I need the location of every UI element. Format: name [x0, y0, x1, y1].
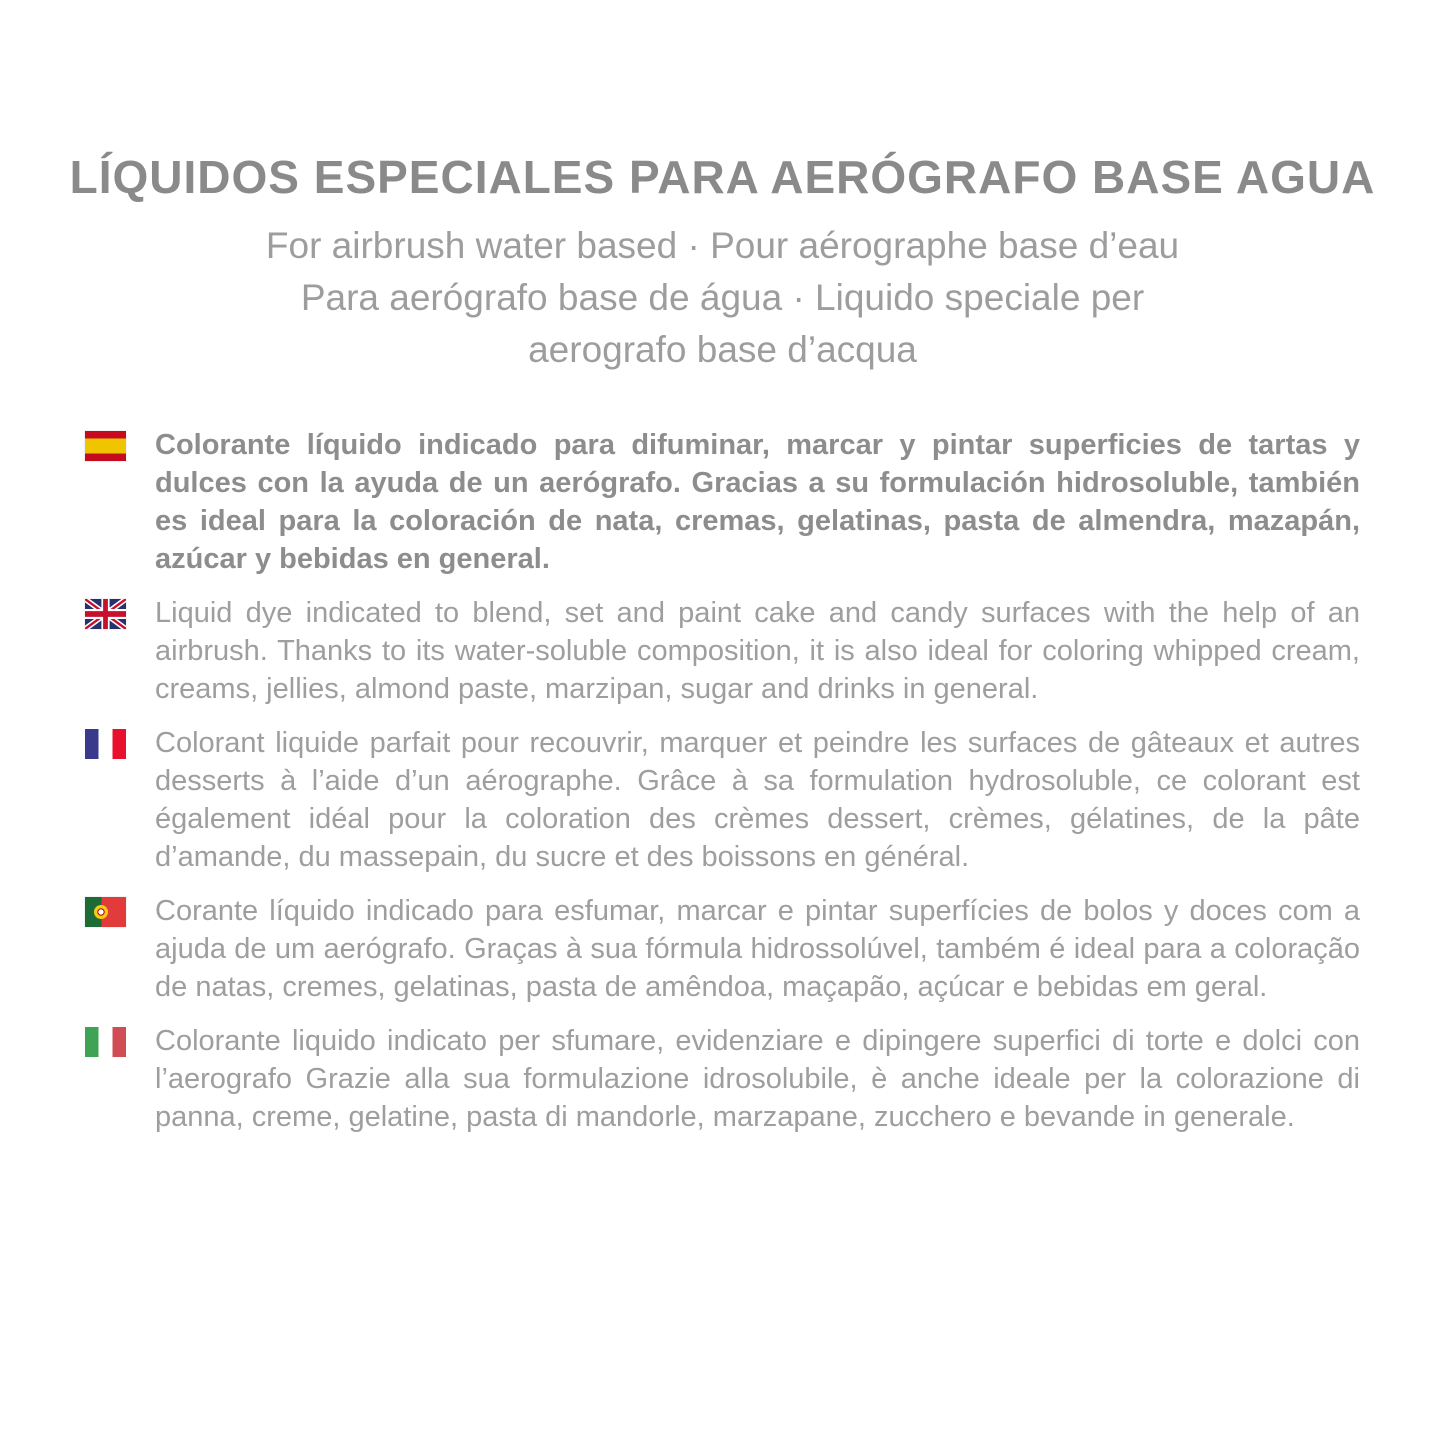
portugal-flag-icon [85, 897, 126, 927]
description-spanish: Colorante líquido indicado para difuminar, marcar y pintar superficies de tartas y dulces con la ayuda de un aerógrafo. Gracias a su formulación hidrosoluble, también es ideal para la coloración de nata, cremas, gelatinas, pasta de almendra, mazapán, azúcar y bebidas en general. [155, 429, 1360, 575]
subtitle-line-3: aerografo base d’acqua [528, 329, 917, 370]
portugal-emblem-icon [94, 905, 108, 919]
description-portuguese: Corante líquido indicado para esfumar, marcar e pintar superfícies de bolos y doces com a ajuda de um aerógrafo. Graças à sua fórmula hidrossolúvel, também é ideal para a coloração de natas, cremes, gelatinas, pasta de amêndoa, maçapão, açúcar e bebidas em geral. [155, 895, 1360, 1003]
header [0, 0, 1445, 376]
description-french: Colorant liquide parfait pour recouvrir, marquer et peindre les surfaces de gâteaux et autres desserts à l’aide d’un aérographe. Grâce à sa formulation hydrosoluble, ce colorant est également idéal pour la coloration des crèmes dessert, crèmes, gélatines, de la pâte d’amande, du massepain, du sucre et des boissons en général. [155, 727, 1360, 873]
italy-flag-icon [85, 1027, 126, 1057]
france-flag-icon [85, 729, 126, 759]
section-portuguese [85, 892, 1360, 1006]
language-sections [85, 426, 1360, 1136]
uk-flag-icon [85, 599, 126, 629]
section-english [85, 594, 1360, 708]
spain-flag-icon [85, 431, 126, 461]
subtitle-line-1: For airbrush water based · Pour aérographe base d’eau [265, 225, 1180, 266]
page-title: LÍQUIDOS ESPECIALES PARA AERÓGRAFO BASE AGUA [69, 151, 1376, 203]
description-italian: Colorante liquido indicato per sfumare, evidenziare e dipingere superfici di torte e dolci con l’aerografo Grazie alla sua formulazione idrosolubile, è anche ideale per la colorazione di panna, creme, gelatine, pasta di mandorle, marzapane, zucchero e bevande in generale. [155, 1025, 1360, 1133]
section-french [85, 724, 1360, 876]
section-spanish [85, 426, 1360, 578]
subtitle-line-2: Para aerógrafo base de água · Liquido speciale per [300, 277, 1145, 318]
section-italian [85, 1022, 1360, 1136]
description-english: Liquid dye indicated to blend, set and paint cake and candy surfaces with the help of an airbrush. Thanks to its water-soluble composition, it is also ideal for coloring whipped cream, creams, jellies, almond paste, marzipan, sugar and drinks in general. [155, 597, 1360, 705]
subtitle [0, 220, 1445, 376]
